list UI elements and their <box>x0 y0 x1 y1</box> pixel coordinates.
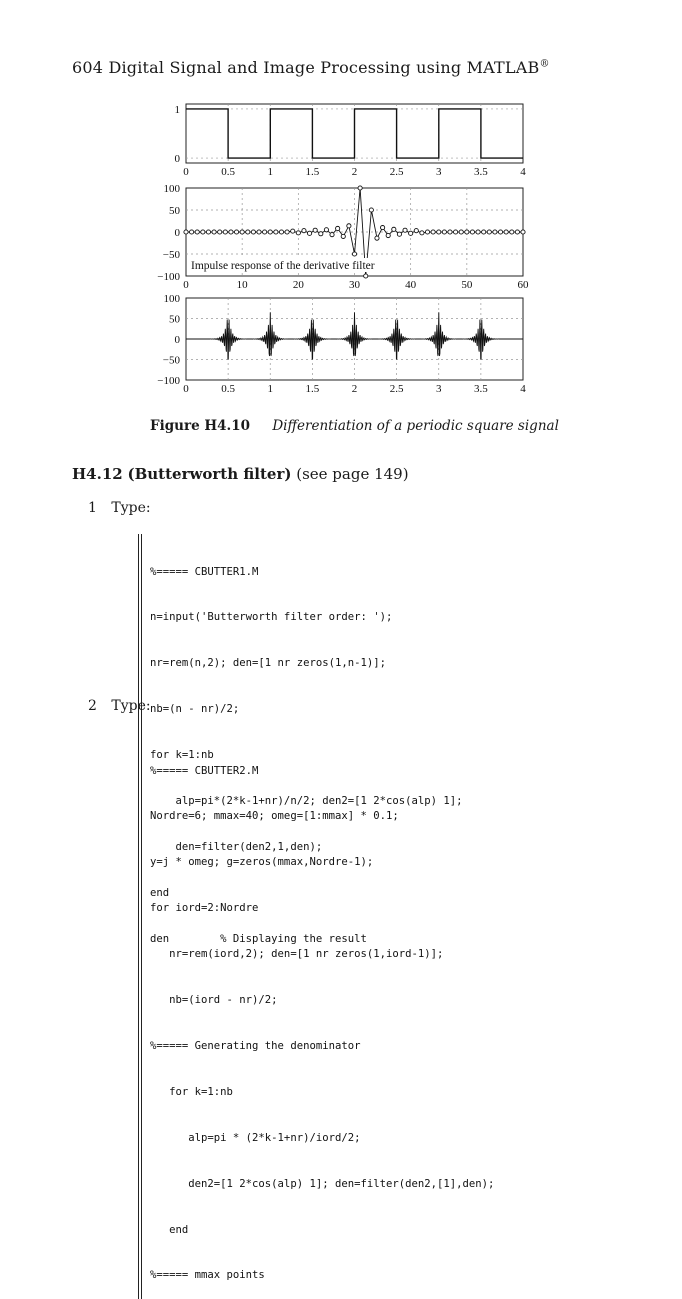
impulse-sample-point <box>437 230 441 234</box>
impulse-sample-point <box>482 230 486 234</box>
y-tick-label: 0 <box>174 153 180 166</box>
registered-mark: ® <box>539 58 550 70</box>
code-line: n=input('Butterworth filter order: '); <box>150 611 393 624</box>
impulse-sample-point <box>470 230 474 234</box>
page-number: 604 <box>72 58 104 77</box>
impulse-sample-point <box>493 230 497 234</box>
code-line: alp=pi * (2*k-1+nr)/iord/2; <box>150 1131 361 1144</box>
impulse-sample-point <box>431 230 435 234</box>
y-tick-label: 0 <box>174 227 180 239</box>
x-tick-label: 20 <box>292 279 304 291</box>
x-tick-label: 3 <box>436 383 442 395</box>
impulse-sample-point <box>487 230 491 234</box>
x-tick-label: 2 <box>351 383 358 395</box>
impulse-sample-point <box>319 232 323 236</box>
x-tick-label: 60 <box>517 279 529 291</box>
code-line: for k=1:nb <box>150 1085 233 1098</box>
impulse-sample-point <box>454 230 458 234</box>
x-tick-label: 40 <box>405 279 417 291</box>
code-line: alp=pi*(2*k-1+nr)/n/2; den2=[1 2*cos(alp) 1]; <box>150 795 463 808</box>
x-tick-label: 1 <box>267 383 273 395</box>
step-1-number: 1 <box>88 500 97 516</box>
impulse-sample-point <box>352 252 356 256</box>
y-tick-label: −100 <box>157 271 180 283</box>
impulse-sample-point <box>448 230 452 234</box>
impulse-sample-point <box>313 228 317 232</box>
code-line: %===== mmax points <box>150 1269 265 1282</box>
x-tick-label: 30 <box>349 279 360 291</box>
code-line: nr=rem(iord,2); den=[1 nr zeros(1,iord-1)]; <box>150 948 444 961</box>
book-title: Digital Signal and Image Processing using MATLAB <box>108 58 540 77</box>
y-tick-label: −50 <box>162 249 180 261</box>
code-line: nr=rem(n,2); den=[1 nr zeros(1,n-1)]; <box>150 657 386 670</box>
impulse-sample-point <box>190 230 194 234</box>
impulse-sample-point <box>257 230 261 234</box>
x-tick-label: 3.5 <box>474 383 488 395</box>
square-wave-series <box>186 109 523 158</box>
impulse-sample-point <box>397 232 401 236</box>
step-1 <box>88 500 151 516</box>
impulse-sample-point <box>240 230 244 234</box>
impulse-sample-point <box>465 230 469 234</box>
code-line: end <box>150 886 170 899</box>
code-line: %===== CBUTTER1.M <box>150 565 259 578</box>
impulse-sample-point <box>246 230 250 234</box>
code-line: %===== CBUTTER2.M <box>150 764 259 777</box>
impulse-sample-point <box>504 230 508 234</box>
section-page-ref: (see page 149) <box>296 465 409 483</box>
impulse-sample-point <box>375 236 379 240</box>
code-line: nb=(iord - nr)/2; <box>150 994 278 1007</box>
code-line: den % Displaying the result <box>150 932 367 945</box>
impulse-sample-point <box>296 231 300 235</box>
x-tick-label: 2 <box>351 166 358 178</box>
code-line: y=j * omeg; g=zeros(mmax,Nordre-1); <box>150 856 374 869</box>
x-tick-label: 0.5 <box>221 383 235 395</box>
figure-caption-text: Differentiation of a periodic square signal <box>272 418 559 434</box>
impulse-sample-point <box>498 230 502 234</box>
impulse-sample-point <box>218 230 222 234</box>
step-1-label: Type: <box>111 500 151 516</box>
impulse-sample-point <box>302 229 306 233</box>
impulse-sample-point <box>369 208 373 212</box>
figure-plots <box>0 0 682 410</box>
impulse-sample-point <box>195 230 199 234</box>
x-tick-label: 2.5 <box>389 383 404 395</box>
impulse-sample-point <box>358 186 362 190</box>
impulse-sample-point <box>234 230 238 234</box>
x-tick-label: 0 <box>183 166 189 178</box>
impulse-sample-point <box>336 226 340 230</box>
step-2-number: 2 <box>88 698 97 714</box>
y-tick-label: 100 <box>163 293 180 305</box>
impulse-response-annotation: Impulse response of the derivative filter <box>191 260 375 272</box>
x-tick-label: 0 <box>183 383 189 395</box>
section-number: H4.12 <box>72 465 123 483</box>
step-2 <box>88 698 151 714</box>
code-line: den2=[1 2*cos(alp) 1]; den=filter(den2,[1],den); <box>150 1177 495 1190</box>
impulse-sample-point <box>476 230 480 234</box>
impulse-sample-point <box>442 230 446 234</box>
impulse-sample-point <box>347 224 351 228</box>
impulse-sample-point <box>212 230 216 234</box>
x-tick-label: 1.5 <box>305 383 320 395</box>
x-tick-label: 50 <box>461 279 473 291</box>
impulse-sample-point <box>184 230 188 234</box>
impulse-sample-point <box>420 231 424 235</box>
x-tick-label: 4 <box>520 383 526 395</box>
impulse-sample-point <box>307 231 311 235</box>
impulse-sample-point <box>223 230 227 234</box>
impulse-sample-point <box>425 230 429 234</box>
impulse-sample-point <box>386 233 390 237</box>
code-line: for iord=2:Nordre <box>150 902 259 915</box>
section-heading <box>72 465 409 483</box>
impulse-sample-point <box>364 274 368 278</box>
impulse-sample-point <box>201 230 205 234</box>
impulse-sample-point <box>414 229 418 233</box>
figure-caption <box>150 418 559 434</box>
x-tick-label: 1.5 <box>305 166 320 178</box>
impulse-sample-point <box>324 228 328 232</box>
y-tick-label: −100 <box>157 375 180 387</box>
x-tick-label: 2.5 <box>389 166 404 178</box>
impulse-sample-point <box>521 230 525 234</box>
impulse-sample-point <box>392 227 396 231</box>
impulse-sample-point <box>341 234 345 238</box>
x-tick-label: 0.5 <box>221 166 235 178</box>
code-line: Nordre=6; mmax=40; omeg=[1:mmax] * 0.1; <box>150 810 399 823</box>
impulse-sample-point <box>515 230 519 234</box>
impulse-sample-point <box>380 226 384 230</box>
impulse-sample-point <box>459 230 463 234</box>
impulse-sample-point <box>268 230 272 234</box>
x-tick-label: 1 <box>267 166 273 178</box>
section-title: (Butterworth filter) <box>127 465 292 483</box>
y-tick-label: 100 <box>163 183 180 195</box>
x-tick-label: 4 <box>520 166 526 178</box>
impulse-sample-point <box>330 233 334 237</box>
x-tick-label: 10 <box>236 279 248 291</box>
impulse-sample-point <box>206 230 210 234</box>
y-tick-label: 50 <box>169 313 180 326</box>
figure-label: Figure H4.10 <box>150 418 251 434</box>
code-line: for k=1:nb <box>150 749 214 762</box>
step-2-label: Type: <box>111 698 151 714</box>
impulse-sample-point <box>403 228 407 232</box>
derivative-signal-series <box>186 312 523 359</box>
impulse-sample-point <box>291 229 295 233</box>
impulse-sample-point <box>279 230 283 234</box>
impulse-sample-point <box>285 230 289 234</box>
code-line: end <box>150 1223 189 1236</box>
x-tick-label: 3 <box>436 166 442 178</box>
impulse-sample-point <box>229 230 233 234</box>
impulse-sample-point <box>510 230 514 234</box>
impulse-sample-point <box>274 230 278 234</box>
y-tick-label: 1 <box>174 103 180 116</box>
y-tick-label: −50 <box>162 354 180 367</box>
y-tick-label: 0 <box>174 334 180 346</box>
impulse-sample-point <box>251 230 255 234</box>
impulse-sample-point <box>263 230 267 234</box>
y-tick-label: 50 <box>169 205 180 217</box>
impulse-sample-point <box>409 231 413 235</box>
x-tick-label: 3.5 <box>474 166 488 178</box>
code-block-2 <box>138 733 494 1299</box>
x-tick-label: 0 <box>183 279 189 291</box>
code-line: nb=(n - nr)/2; <box>150 703 240 716</box>
code-line: den=filter(den2,1,den); <box>150 840 323 853</box>
code-line: %===== Generating the denominator <box>150 1039 361 1052</box>
